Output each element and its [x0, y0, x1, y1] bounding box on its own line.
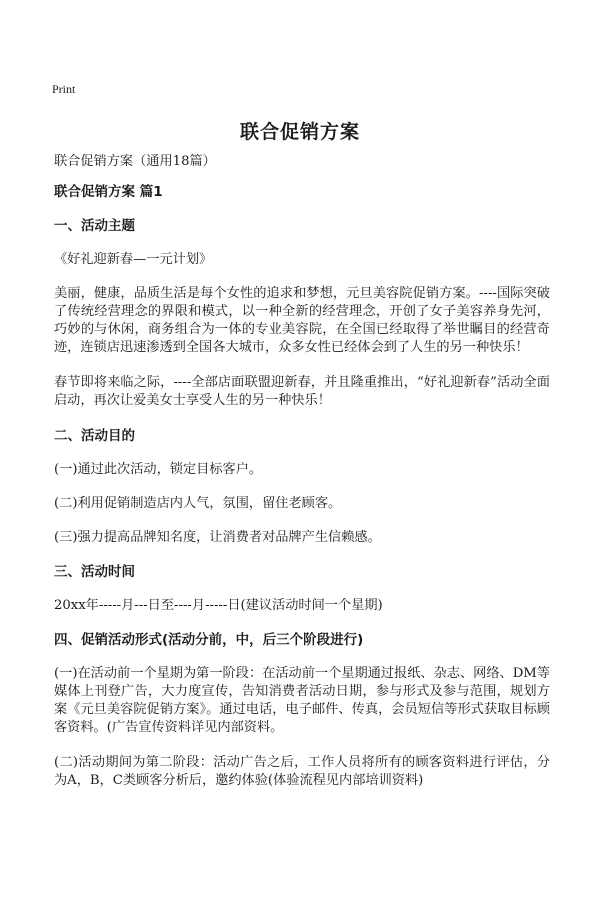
heading-theme: 一、活动主题 — [54, 218, 135, 234]
time-text: 20xx年-----月---日至----月-----日(建议活动时间一个星期) — [54, 598, 383, 613]
stage-1-text: (一)在活动前一个星期为第一阶段：在活动前一个星期通过报纸、杂志、网络、DM等媒体上刊登广告，大力度宣传，告知消费者活动日期，参与形式及参与范围，规划方案《元旦美容院促销方案》。通过电话，电子邮件、传真，会员短信等形式获取目标顾客资料。(广告宣传资料详见内部资料。 — [54, 666, 550, 735]
purpose-item-2: (二)利用促销制造店内人气，氛围，留住老顾客。 — [54, 496, 342, 511]
heading-time: 三、活动时间 — [54, 564, 135, 580]
print-link[interactable]: Print — [52, 82, 76, 96]
page-title: 联合促销方案 — [239, 121, 360, 143]
stage-2-text: (二)活动期间为第二阶段：活动广告之后，工作人员将所有的顾客资料进行评估，分为A，B，C类顾客分析后，邀约体验(体验流程见内部培训资料) — [54, 755, 550, 788]
heading-purpose: 二、活动目的 — [54, 428, 135, 444]
purpose-item-1: (一)通过此次活动，锁定目标客户。 — [54, 462, 263, 477]
subtitle: 联合促销方案（通用18篇） — [54, 154, 216, 169]
paragraph-intro: 美丽，健康，品质生活是每个女性的追求和梦想，元旦美容院促销方案。----国际突破了传统经营理念的界限和模式，以一种全新的经营理念，开创了女子美容养身先河，巧妙的与休闲，商务组合为一体的专业美容院，在全国已经取得了举世瞩目的经营奇迹，连锁店迅速渗透到全国各大城市，众多女性已经体会到了人生的另一种快乐！ — [54, 286, 550, 355]
section-title: 联合促销方案 篇1 — [54, 184, 163, 200]
heading-format: 四、促销活动形式(活动分前，中，后三个阶段进行) — [54, 632, 364, 648]
article-body — [54, 153, 550, 790]
theme-text: 《好礼迎新春—一元计划》 — [54, 252, 213, 267]
purpose-item-3: (三)强力提高品牌知名度，让消费者对品牌产生信赖感。 — [54, 530, 381, 545]
paragraph-spring: 春节即将来临之际，----全部店面联盟迎新春，并且隆重推出，“好礼迎新春”活动全面启动，再次让爱美女士享受人生的另一种快乐！ — [54, 375, 550, 408]
